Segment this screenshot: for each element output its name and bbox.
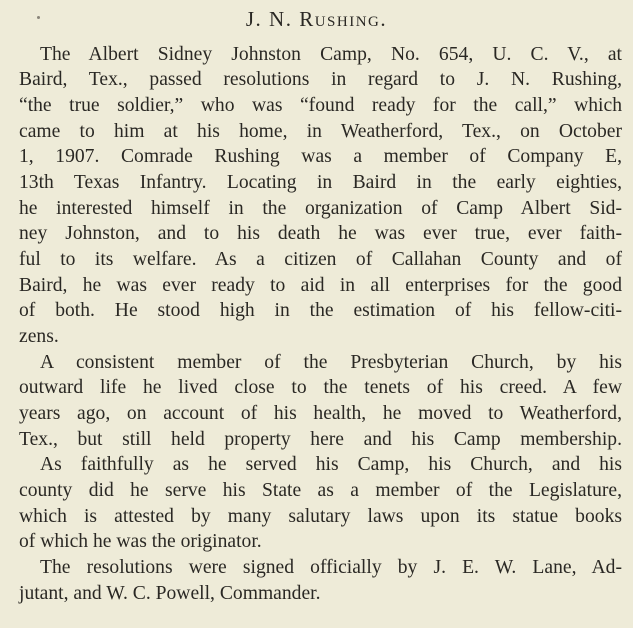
text-line: outward life he lived close to the tenets of his creed. A few bbox=[19, 377, 622, 398]
text-line: which is attested by many salutary laws upon its statue books bbox=[19, 506, 622, 527]
text-line: Baird, he was ever ready to aid in all enterprises for the good bbox=[19, 275, 622, 296]
text-line: 1, 1907. Comrade Rushing was a member of Company E, bbox=[19, 146, 622, 167]
text-line: of which he was the originator. bbox=[19, 531, 262, 552]
text-line: county did he serve his State as a member of the Legislature, bbox=[19, 480, 622, 501]
text-line: ney Johnston, and to his death he was ever true, ever faith- bbox=[19, 223, 622, 244]
text-line: came to him at his home, in Weatherford, Tex., on October bbox=[19, 121, 622, 142]
text-line: jutant, and W. C. Powell, Commander. bbox=[19, 583, 321, 604]
text-line: years ago, on account of his health, he moved to Weatherford, bbox=[19, 403, 622, 424]
text-line: ful to its welfare. As a citizen of Callahan County and of bbox=[19, 249, 622, 270]
text-line: The Albert Sidney Johnston Camp, No. 654, U. C. V., at bbox=[40, 44, 622, 65]
text-line: As faithfully as he served his Camp, his Church, and his bbox=[40, 454, 622, 475]
text-line: he interested himself in the organization of Camp Albert Sid- bbox=[19, 198, 622, 219]
obituary-heading: J. N. Rushing. bbox=[245, 7, 388, 31]
text-line: “the true soldier,” who was “found ready for the call,” which bbox=[19, 95, 622, 116]
text-line: of both. He stood high in the estimation of his fellow-citi- bbox=[19, 300, 622, 321]
text-line: Tex., but still held property here and his Camp membership. bbox=[19, 429, 622, 450]
text-line: zens. bbox=[19, 326, 59, 347]
text-line: Baird, Tex., passed resolutions in regard to J. N. Rushing, bbox=[19, 69, 622, 90]
text-line: 13th Texas Infantry. Locating in Baird in the early eighties, bbox=[19, 172, 622, 193]
text-line: The resolutions were signed officially by J. E. W. Lane, Ad- bbox=[40, 557, 622, 578]
text-line: A consistent member of the Presbyterian Church, by his bbox=[40, 352, 622, 373]
